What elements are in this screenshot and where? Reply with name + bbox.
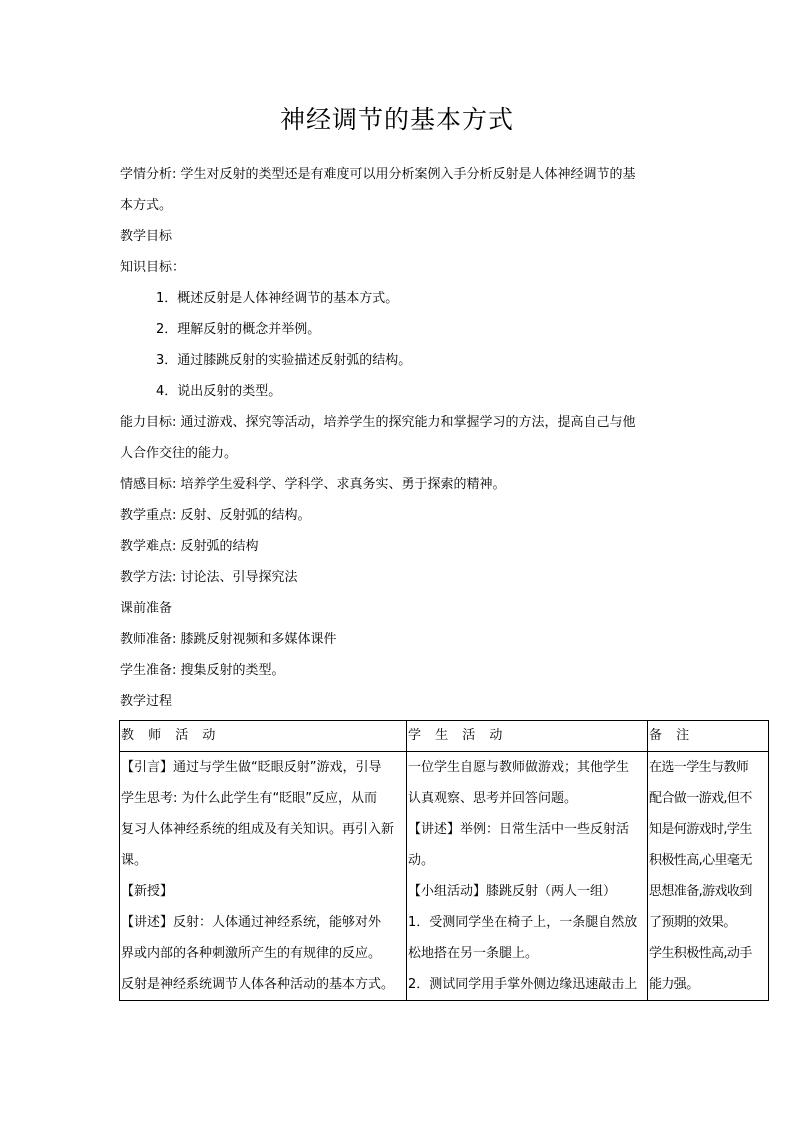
- cell-text-line: 学生积极性高,动手: [649, 946, 752, 961]
- header-teacher-activity: 教 师 活 动: [120, 721, 407, 752]
- page-title: 神经调节的基本方式: [279, 105, 514, 134]
- body-line: 学情分析: 学生对反射的类型还是有难度可以用分析案例入手分析反射是人体神经调节的基: [120, 167, 636, 182]
- lesson-plan-body: [120, 163, 680, 721]
- body-line: 教学过程: [120, 694, 173, 709]
- cell-text-line: 复习人体神经系统的组成及有关知识。再引入新: [121, 822, 395, 837]
- notes-cell: [648, 752, 769, 1001]
- cell-text-line: 学生思考: 为什么此学生有“眨眼”反应，从而: [121, 791, 377, 806]
- body-line: 4．说出反射的类型。: [156, 384, 282, 399]
- teacher-activity-cell: [120, 752, 407, 1001]
- body-line: 3．通过膝跳反射的实验描述反射弧的结构。: [156, 353, 412, 368]
- cell-text-line: 【讲述】反射：人体通过神经系统，能够对外: [121, 915, 382, 930]
- cell-text-line: 积极性高,心里毫无: [649, 853, 752, 868]
- table-header-row: [120, 721, 769, 752]
- cell-text-line: 【讲述】举例：日常生活中一些反射活: [408, 822, 630, 837]
- body-line: 教学难点: 反射弧的结构: [120, 539, 259, 554]
- cell-text-line: 知是何游戏时,学生: [649, 822, 752, 837]
- cell-text-line: 一位学生自愿与教师做游戏；其他学生: [408, 760, 630, 775]
- cell-text-line: 了预期的效果。: [649, 915, 736, 930]
- cell-text-line: 【引言】通过与学生做“眨眼反射”游戏，引导: [121, 760, 382, 775]
- cell-text-line: 【小组活动】膝跳反射（两人一组）: [408, 884, 617, 899]
- body-line: 情感目标: 培养学生爱科学、学科学、求真务实、勇于探索的精神。: [120, 477, 506, 492]
- table-row: [120, 752, 769, 1001]
- cell-text-line: 配合做一游戏,但不: [649, 791, 752, 806]
- body-line: 教学重点: 反射、反射弧的结构。: [120, 508, 311, 523]
- body-line: 教学方法: 讨论法、引导探究法: [120, 570, 298, 585]
- cell-text-line: 1．受测同学坐在椅子上，一条腿自然放: [408, 915, 638, 930]
- body-line: 能力目标: 通过游戏、探究等活动，培养学生的探究能力和掌握学习的方法，提高自己与他: [120, 415, 636, 430]
- header-notes: 备 注: [648, 721, 769, 752]
- body-line: 教师准备: 膝跳反射视频和多媒体课件: [120, 632, 337, 647]
- teaching-process-table: [119, 720, 769, 1001]
- body-line: 学生准备: 搜集反射的类型。: [120, 663, 285, 678]
- body-line: 教学目标: [120, 229, 173, 244]
- body-line: 本方式。: [120, 198, 173, 213]
- cell-text-line: 2．测试同学用手掌外侧边缘迅速敲击上: [408, 977, 638, 992]
- cell-text-line: 认真观察、思考并回答问题。: [408, 791, 578, 806]
- body-line: 知识目标：: [120, 260, 186, 275]
- cell-text-line: 课。: [121, 853, 148, 868]
- body-line: 1．概述反射是人体神经调节的基本方式。: [156, 291, 399, 306]
- cell-text-line: 【新授】: [121, 884, 174, 899]
- body-line: 2．理解反射的概念并举例。: [156, 322, 321, 337]
- cell-text-line: 思想准备,游戏收到: [649, 884, 752, 899]
- cell-text-line: 在选一学生与教师: [649, 760, 749, 775]
- body-line: 课前准备: [120, 601, 173, 616]
- cell-text-line: 反射是神经系统调节人体各种活动的基本方式。: [121, 977, 395, 992]
- body-line: 人合作交往的能力。: [120, 446, 238, 461]
- cell-text-line: 界或内部的各种刺激所产生的有规律的反应。: [121, 946, 382, 961]
- student-activity-cell: [407, 752, 648, 1001]
- cell-text-line: 能力强。: [649, 977, 699, 992]
- cell-text-line: 松地搭在另一条腿上。: [408, 946, 539, 961]
- cell-text-line: 动。: [408, 853, 435, 868]
- header-student-activity: 学 生 活 动: [407, 721, 648, 752]
